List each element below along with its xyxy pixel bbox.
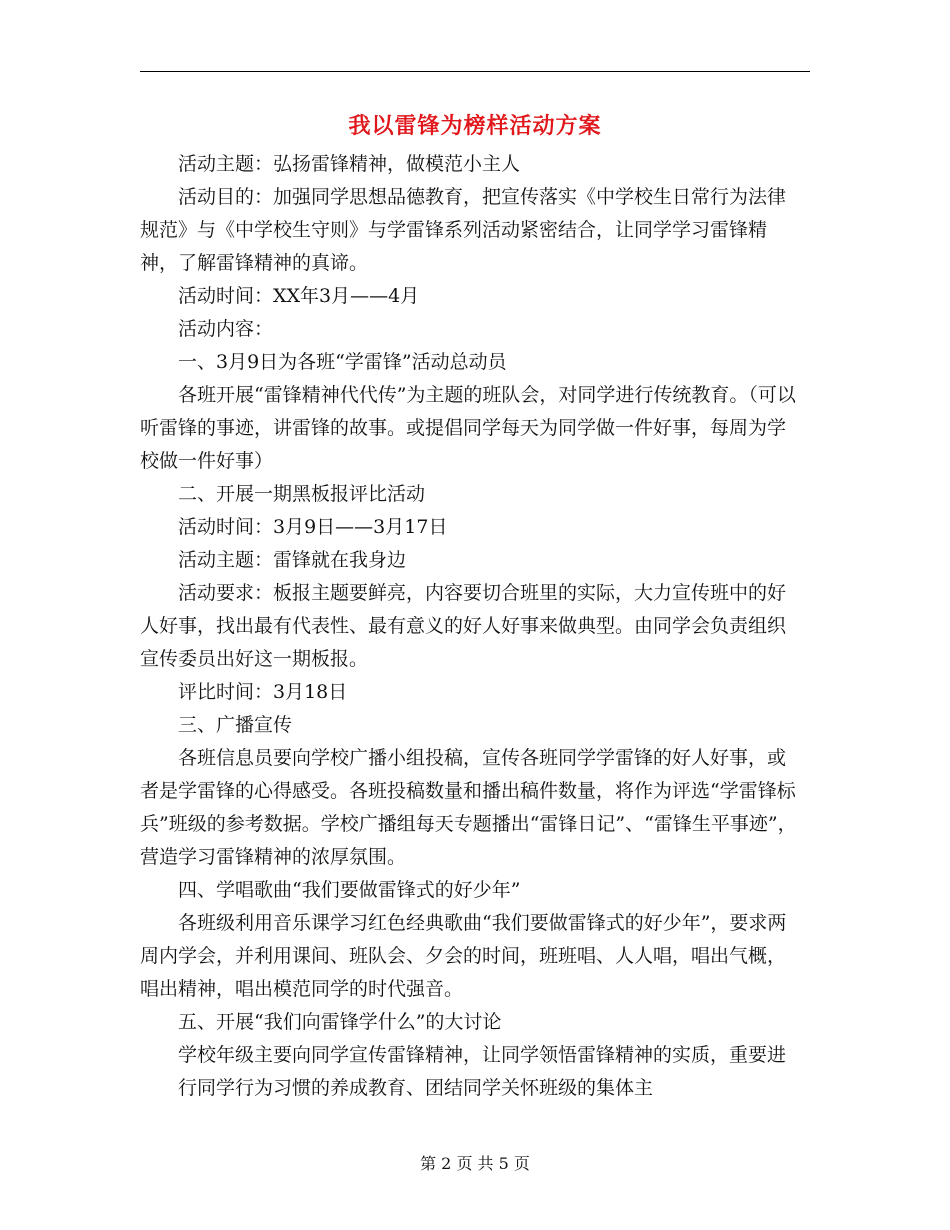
paragraph: 各班级利用音乐课学习红色经典歌曲“我们要做雷锋式的好少年”，要求两周内学会，并利用课间、班队会、夕会的时间，班班唱、人人唱，唱出气概，唱出精神，唱出模范同学的时代强音。	[140, 912, 787, 1000]
document-body	[140, 148, 800, 1105]
paragraph: 各班信息员要向学校广播小组投稿，宣传各班同学学雷锋的好人好事，或者是学雷锋的心得感受。各班投稿数量和播出稿件数量，将作为评选“学雷锋标兵”班级的参考数据。学校广播组每天专题播出“雷锋日记”、“雷锋生平事迹”，营造学习雷锋精神的浓厚氛围。	[140, 747, 797, 868]
paragraph: 活动内容：	[178, 318, 274, 340]
paragraph: 各班开展“雷锋精神代代传”为主题的班队会，对同学进行传统教育。（可以听雷锋的事迹，讲雷锋的故事。或提倡同学每天为同学做一件好事，每周为学校做一件好事）	[140, 384, 796, 472]
paragraph: 活动主题：雷锋就在我身边	[178, 549, 407, 571]
paragraph: 活动时间：3月9日——3月17日	[178, 516, 448, 538]
paragraph: 一、3月9日为各班“学雷锋”活动总动员	[178, 351, 507, 373]
paragraph: 四、学唱歌曲“我们要做雷锋式的好少年”	[178, 879, 521, 901]
page-footer: 第 2 页 共 5 页	[420, 1154, 530, 1173]
paragraph: 评比时间：3月18日	[178, 681, 348, 703]
paragraph: 五、开展“我们向雷锋学什么”的大讨论	[178, 1011, 502, 1033]
paragraph: 活动时间：XX年3月——4月	[178, 285, 420, 307]
paragraph: 活动主题：弘扬雷锋精神，做模范小主人	[178, 153, 521, 175]
paragraph: 学校年级主要向同学宣传雷锋精神，让同学领悟雷锋精神的实质，重要进行同学行为习惯的养成教育、团结同学关怀班级的集体主	[178, 1044, 787, 1099]
document-title: 我以雷锋为榜样活动方案	[348, 113, 602, 139]
paragraph: 活动要求：板报主题要鲜亮，内容要切合班里的实际，大力宣传班中的好人好事，找出最有代表性、最有意义的好人好事来做典型。由同学会负责组织宣传委员出好这一期板报。	[140, 582, 787, 670]
paragraph: 三、广播宣传	[178, 714, 293, 736]
paragraph: 活动目的：加强同学思想品德教育，把宣传落实《中学校生日常行为法律规范》与《中学校生守则》与学雷锋系列活动紧密结合，让同学学习雷锋精神，了解雷锋精神的真谛。	[140, 186, 787, 274]
paragraph: 二、开展一期黑板报评比活动	[178, 483, 426, 505]
header-rule	[140, 71, 810, 72]
